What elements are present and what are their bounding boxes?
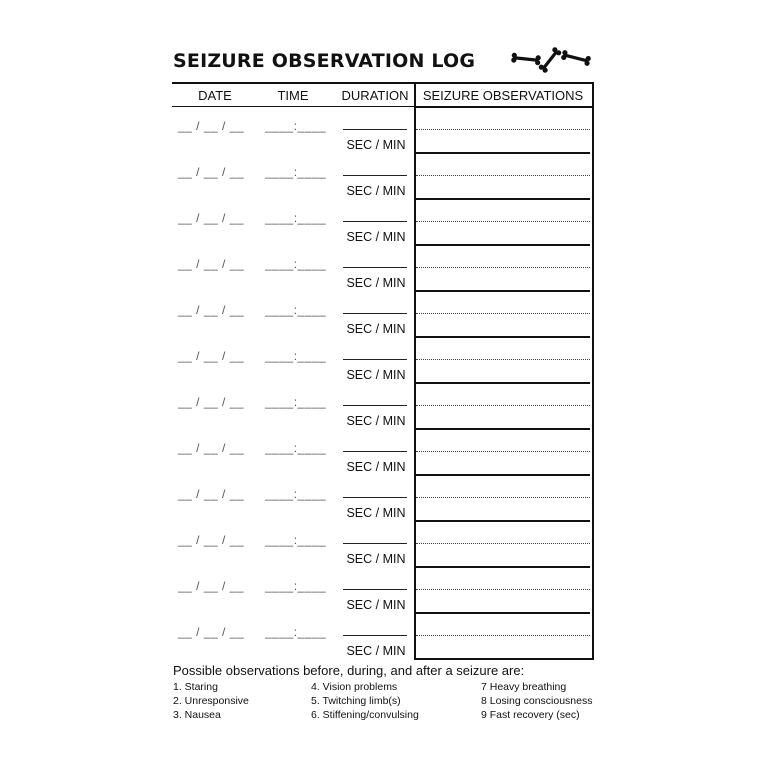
duration-unit: SEC / MIN bbox=[346, 552, 406, 566]
date-field[interactable]: __ / __ / __ bbox=[178, 533, 245, 547]
date-field[interactable]: __ / __ / __ bbox=[178, 165, 245, 179]
date-field[interactable]: __ / __ / __ bbox=[178, 211, 245, 225]
observation-row-divider bbox=[416, 612, 590, 614]
time-field[interactable]: ____:____ bbox=[265, 211, 327, 225]
time-field[interactable]: ____:____ bbox=[265, 165, 327, 179]
duration-field[interactable] bbox=[343, 267, 407, 268]
duration-unit: SEC / MIN bbox=[346, 184, 406, 198]
observation-row-divider bbox=[416, 336, 590, 338]
duration-unit: SEC / MIN bbox=[346, 506, 406, 520]
observation-line[interactable] bbox=[416, 543, 590, 544]
column-header-observations: SEIZURE OBSERVATIONS bbox=[422, 88, 584, 103]
duration-field[interactable] bbox=[343, 497, 407, 498]
observation-line[interactable] bbox=[416, 221, 590, 222]
time-field[interactable]: ____:____ bbox=[265, 441, 327, 455]
observation-line[interactable] bbox=[416, 129, 590, 130]
time-field[interactable]: ____:____ bbox=[265, 579, 327, 593]
legend-item: 9 Fast recovery (sec) bbox=[481, 709, 580, 721]
date-field[interactable]: __ / __ / __ bbox=[178, 119, 245, 133]
column-header-time: TIME bbox=[277, 88, 309, 103]
observation-row-divider bbox=[416, 290, 590, 292]
time-field[interactable]: ____:____ bbox=[265, 119, 327, 133]
time-field[interactable]: ____:____ bbox=[265, 257, 327, 271]
observation-row-divider bbox=[416, 152, 590, 154]
duration-field[interactable] bbox=[343, 359, 407, 360]
duration-unit: SEC / MIN bbox=[346, 138, 406, 152]
legend-item: 5. Twitching limb(s) bbox=[311, 695, 401, 707]
page-title: SEIZURE OBSERVATION LOG bbox=[173, 50, 476, 72]
legend-column-2 bbox=[311, 680, 419, 722]
date-field[interactable]: __ / __ / __ bbox=[178, 625, 245, 639]
date-field[interactable]: __ / __ / __ bbox=[178, 579, 245, 593]
duration-unit: SEC / MIN bbox=[346, 414, 406, 428]
observation-row-divider bbox=[416, 658, 590, 660]
legend-item: 6. Stiffening/convulsing bbox=[311, 709, 419, 721]
legend-item: 3. Nausea bbox=[173, 709, 221, 721]
date-field[interactable]: __ / __ / __ bbox=[178, 441, 245, 455]
legend-item: 7 Heavy breathing bbox=[481, 681, 567, 693]
observation-row-divider bbox=[416, 382, 590, 384]
date-field[interactable]: __ / __ / __ bbox=[178, 349, 245, 363]
duration-unit: SEC / MIN bbox=[346, 322, 406, 336]
date-field[interactable]: __ / __ / __ bbox=[178, 395, 245, 409]
date-field[interactable]: __ / __ / __ bbox=[178, 487, 245, 501]
date-field[interactable]: __ / __ / __ bbox=[178, 257, 245, 271]
legend-column-1 bbox=[173, 680, 249, 722]
duration-field[interactable] bbox=[343, 175, 407, 176]
observation-row-divider bbox=[416, 428, 590, 430]
time-field[interactable]: ____:____ bbox=[265, 395, 327, 409]
observation-row-divider bbox=[416, 244, 590, 246]
time-field[interactable]: ____:____ bbox=[265, 533, 327, 547]
duration-field[interactable] bbox=[343, 543, 407, 544]
duration-field[interactable] bbox=[343, 589, 407, 590]
duration-field[interactable] bbox=[343, 635, 407, 636]
duration-unit: SEC / MIN bbox=[346, 598, 406, 612]
observation-line[interactable] bbox=[416, 313, 590, 314]
duration-unit: SEC / MIN bbox=[346, 276, 406, 290]
duration-field[interactable] bbox=[343, 313, 407, 314]
observation-row-divider bbox=[416, 566, 590, 568]
duration-field[interactable] bbox=[343, 405, 407, 406]
observation-line[interactable] bbox=[416, 175, 590, 176]
legend-item: 8 Losing consciousness bbox=[481, 695, 593, 707]
legend-item: 1. Staring bbox=[173, 681, 218, 693]
date-field[interactable]: __ / __ / __ bbox=[178, 303, 245, 317]
observation-row-divider bbox=[416, 520, 590, 522]
time-field[interactable]: ____:____ bbox=[265, 625, 327, 639]
column-header-date: DATE bbox=[198, 88, 232, 103]
duration-unit: SEC / MIN bbox=[346, 644, 406, 658]
observation-line[interactable] bbox=[416, 635, 590, 636]
duration-unit: SEC / MIN bbox=[346, 230, 406, 244]
duration-unit: SEC / MIN bbox=[346, 460, 406, 474]
legend-item: 4. Vision problems bbox=[311, 681, 398, 693]
observation-line[interactable] bbox=[416, 451, 590, 452]
time-field[interactable]: ____:____ bbox=[265, 303, 327, 317]
time-field[interactable]: ____:____ bbox=[265, 349, 327, 363]
observation-line[interactable] bbox=[416, 405, 590, 406]
observation-line[interactable] bbox=[416, 359, 590, 360]
observation-line[interactable] bbox=[416, 267, 590, 268]
legend-item: 2. Unresponsive bbox=[173, 695, 249, 707]
duration-field[interactable] bbox=[343, 129, 407, 130]
duration-field[interactable] bbox=[343, 451, 407, 452]
duration-field[interactable] bbox=[343, 221, 407, 222]
observation-row-divider bbox=[416, 474, 590, 476]
column-header-duration: DURATION bbox=[341, 88, 409, 103]
legend-title: Possible observations before, during, and after a seizure are: bbox=[173, 663, 525, 678]
legend-column-3 bbox=[481, 680, 593, 722]
time-field[interactable]: ____:____ bbox=[265, 487, 327, 501]
observation-line[interactable] bbox=[416, 589, 590, 590]
observation-row-divider bbox=[416, 198, 590, 200]
observation-line[interactable] bbox=[416, 497, 590, 498]
duration-unit: SEC / MIN bbox=[346, 368, 406, 382]
